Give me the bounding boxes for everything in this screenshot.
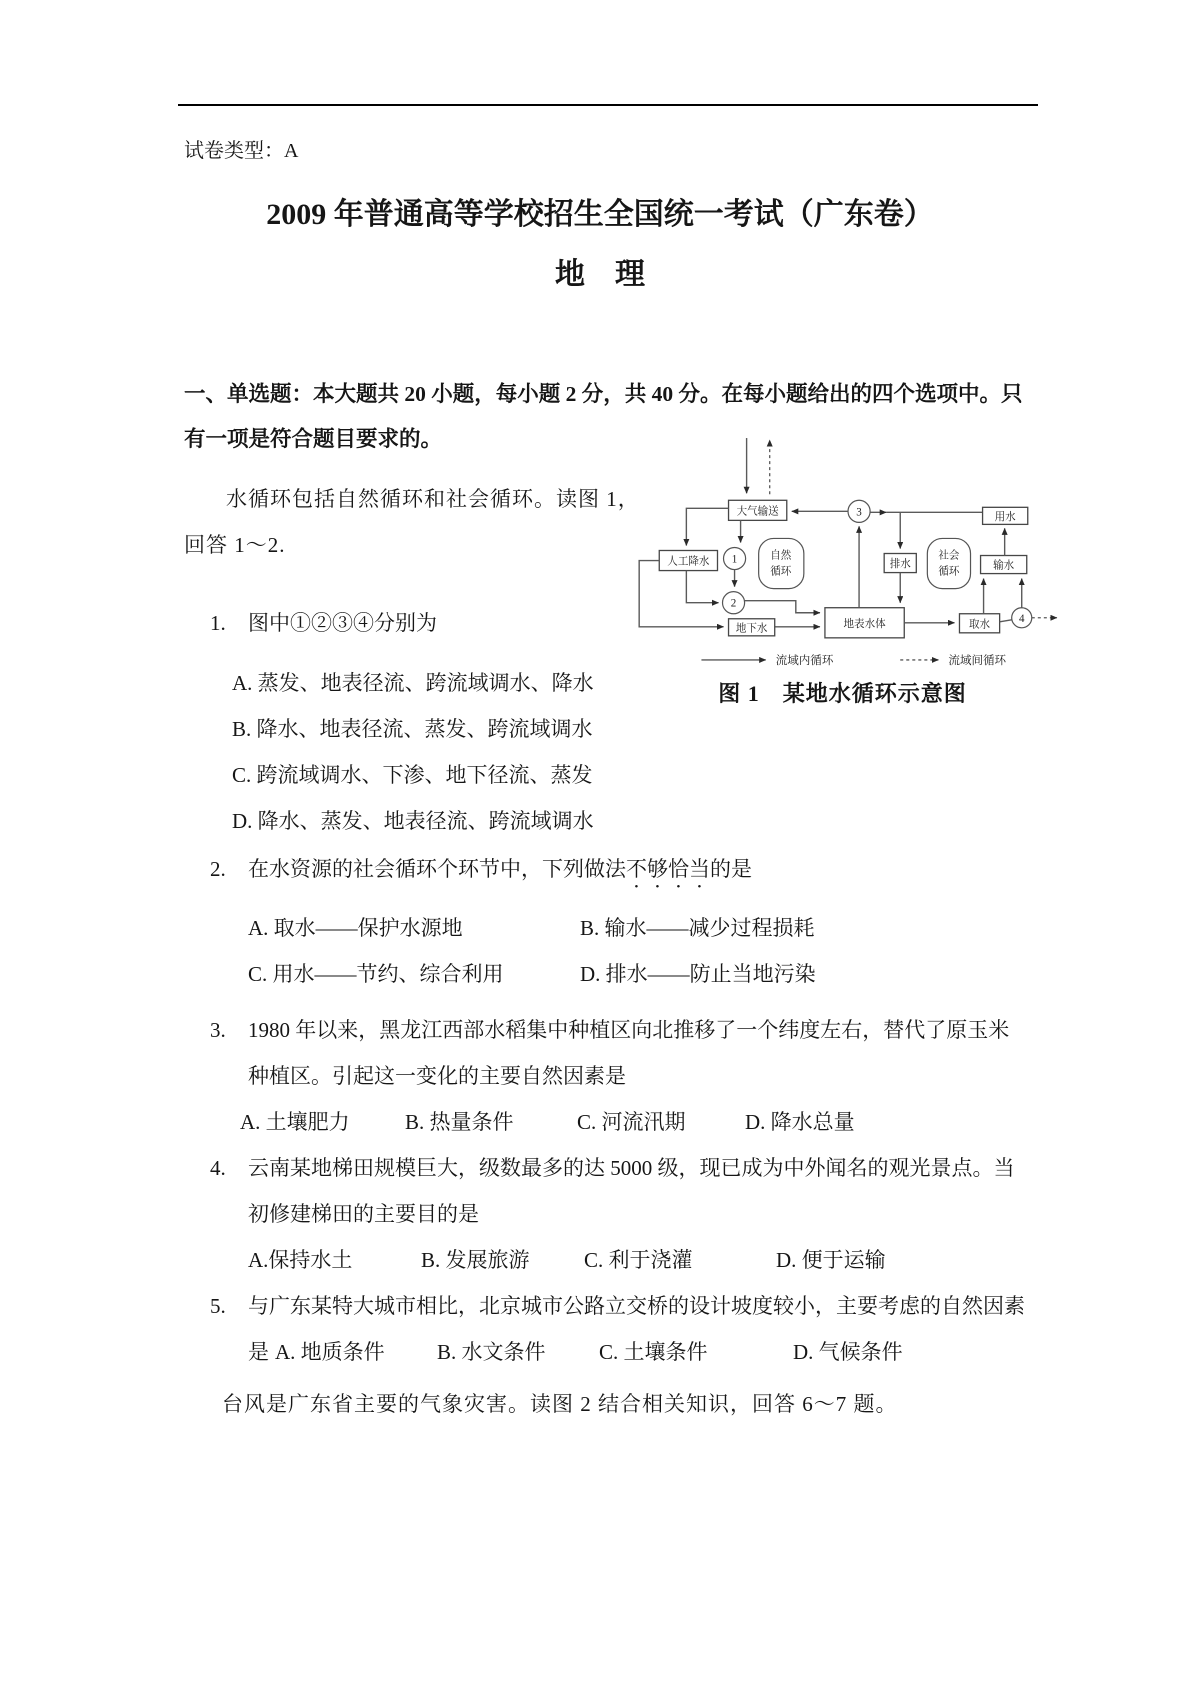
question-5-options (248, 1329, 976, 1375)
question-4 (184, 1145, 1015, 1283)
node-surface-water-body-label: 地表水体 (843, 618, 886, 630)
node-social-cycle (927, 538, 970, 588)
node-natural-cycle-label2: 循环 (770, 566, 792, 578)
node-drainage-label: 排水 (889, 559, 911, 571)
subject-title: 地 理 (555, 258, 645, 291)
option: A. 土壤肥力 (240, 1110, 350, 1134)
water-cycle-diagram (619, 430, 1066, 676)
question-stem (248, 846, 976, 893)
exam-body (184, 372, 1025, 1427)
question-2-options (248, 905, 976, 997)
question-3-options (240, 1099, 976, 1145)
option: C. 土壤条件 (599, 1340, 708, 1364)
question-5 (184, 1283, 1025, 1375)
question-1-options (232, 660, 619, 844)
option: B. 降水、地表径流、蒸发、跨流域调水 (232, 717, 593, 741)
option: D. 排水——防止当地污染 (580, 962, 816, 986)
option: A. 蒸发、地表径流、跨流域调水、降水 (232, 671, 594, 695)
option: B. 输水——减少过程损耗 (580, 916, 815, 940)
node-social-cycle-label1: 社会 (938, 550, 960, 562)
option: D. 降水总量 (745, 1110, 855, 1134)
question-number: 4. (210, 1156, 226, 1180)
stem-text: 在水资源的社会循环个环节中，下列做法 (248, 857, 626, 881)
node-social-cycle-label2: 循环 (938, 566, 960, 578)
question-stem-line2: 初修建梯田的主要目的是 (248, 1202, 479, 1226)
question-2 (184, 846, 976, 997)
circle-2-label: 2 (730, 597, 737, 610)
option: D. 降水、蒸发、地表径流、跨流域调水 (232, 809, 594, 833)
question-number: 2. (210, 857, 226, 881)
option: B. 热量条件 (405, 1110, 514, 1134)
figure-caption: 图 1 某地水循环示意图 (718, 681, 967, 706)
question-stem-line2: 种植区。引起这一变化的主要自然因素是 (248, 1064, 626, 1088)
question-stem-line1: 云南某地梯田规模巨大，级数最多的达 5000 级，现已成为中外闻名的观光景点。当 (248, 1156, 1015, 1180)
question-stem-line1: 1980 年以来，黑龙江西部水稻集中种植区向北推移了一个纬度左右，替代了原玉米 (248, 1018, 1010, 1042)
stem-text: 的是 (710, 857, 752, 881)
passage-typhoon: 台风是广东省主要的气象灾害。读图 2 结合相关知识，回答 6～7 题。 (222, 1392, 898, 1416)
node-water-conveyance-label: 输水 (993, 560, 1015, 572)
passage-line: 回答 1～2. (184, 533, 286, 557)
option: A. 地质条件 (275, 1340, 385, 1364)
question-number: 1. (210, 611, 226, 635)
question-4-options (248, 1237, 976, 1283)
options-prefix: 是 (248, 1340, 269, 1364)
question-stem-line1: 与广东某特大城市相比，北京城市公路立交桥的设计坡度较小，主要考虑的自然因素 (248, 1294, 1025, 1318)
arrow-artificial-rain-to-circle2 (686, 571, 718, 603)
circle-3-label: 3 (856, 506, 862, 519)
node-natural-cycle-label1: 自然 (770, 550, 792, 562)
arrow-atm-to-artificial-rain (686, 508, 728, 545)
option: B. 发展旅游 (421, 1248, 530, 1272)
stem-emphasized-text: 不够恰当 (626, 857, 710, 881)
node-atmosphere-transport-label: 大气输送 (736, 506, 779, 518)
circle-4-label: 4 (1018, 612, 1025, 625)
node-natural-cycle (759, 538, 804, 588)
option: A.保持水土 (248, 1248, 353, 1272)
node-artificial-precipitation-label: 人工降水 (667, 556, 710, 568)
section-heading-line2: 有一项是符合题目要求的。 (184, 427, 443, 451)
circle-1-label: 1 (731, 553, 738, 566)
question-3 (184, 1007, 1010, 1145)
option: D. 便于运输 (776, 1248, 886, 1272)
question-number: 5. (210, 1294, 226, 1318)
section-heading-line1: 一、单选题：本大题共 20 小题，每小题 2 分，共 40 分。在每小题给出的四个选项中。只 (184, 382, 1023, 406)
page-title: 2009 年普通高等学校招生全国统一考试（广东卷） (266, 198, 934, 231)
legend-solid-label: 流域内循环 (775, 654, 834, 667)
option: A. 取水——保护水源地 (248, 916, 463, 940)
option: B. 水文条件 (437, 1340, 546, 1364)
paper-type-label: 试卷类型：A (184, 140, 299, 162)
line-intake-to-circle4 (1000, 620, 1012, 622)
option: C. 河流汛期 (577, 1110, 686, 1134)
option: D. 气候条件 (793, 1340, 903, 1364)
node-water-use-label: 用水 (994, 511, 1016, 523)
option: C. 跨流域调水、下渗、地下径流、蒸发 (232, 763, 593, 787)
question-stem: 图中①②③④分别为 (248, 611, 437, 635)
node-water-intake-label: 取水 (969, 619, 991, 631)
arrow-circle2-to-surface-water (745, 601, 820, 613)
question-1 (184, 600, 619, 844)
legend-dashed-label: 流域间循环 (948, 654, 1007, 667)
option: C. 用水——节约、综合利用 (248, 962, 504, 986)
top-rule (178, 104, 1038, 106)
node-groundwater-label: 地下水 (735, 623, 768, 635)
figure-1 (619, 430, 1066, 708)
passage-line: 水循环包括自然循环和社会循环。读图 1， (226, 487, 640, 511)
option: C. 利于浇灌 (584, 1248, 693, 1272)
question-number: 3. (210, 1018, 226, 1042)
